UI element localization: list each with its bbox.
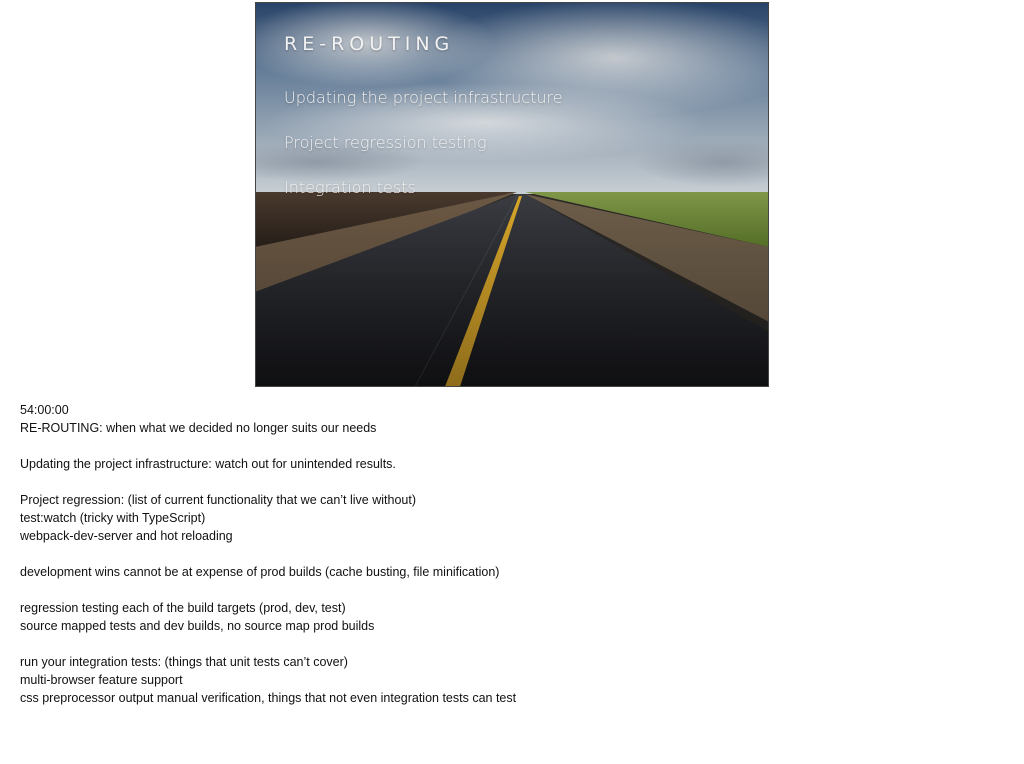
notes-blank-line (20, 473, 1000, 491)
notes-line: development wins cannot be at expense of prod builds (cache busting, file minification) (20, 565, 500, 579)
notes-line: multi-browser feature support (20, 673, 183, 687)
notes-blank-line (20, 635, 1000, 653)
slide-bullet-infrastructure: Updating the project infrastructure (284, 88, 563, 107)
slide-content (284, 31, 563, 222)
notes-line: regression testing each of the build targets (prod, dev, test) (20, 601, 346, 615)
notes-timestamp: 54:00:00 (20, 403, 69, 417)
speaker-notes (20, 401, 1000, 707)
notes-blank-line (20, 581, 1000, 599)
slide-bullet-regression: Project regression testing (284, 133, 487, 152)
notes-line: webpack-dev-server and hot reloading (20, 529, 233, 543)
notes-line: css preprocessor output manual verification, things that not even integration tests can test (20, 691, 517, 705)
notes-line: Updating the project infrastructure: watch out for unintended results. (20, 457, 396, 471)
notes-blank-line (20, 545, 1000, 563)
notes-line: test:watch (tricky with TypeScript) (20, 511, 206, 525)
notes-line: RE-ROUTING: when what we decided no longer suits our needs (20, 421, 377, 435)
notes-blank-line (20, 437, 1000, 455)
notes-line: run your integration tests: (things that unit tests can’t cover) (20, 655, 348, 669)
slide-title: RE-ROUTING (284, 33, 455, 55)
notes-line: source mapped tests and dev builds, no source map prod builds (20, 619, 375, 633)
slide-bullet-integration: Integration tests (284, 178, 416, 197)
notes-line: Project regression: (list of current functionality that we can’t live without) (20, 493, 417, 507)
slide-thumbnail (255, 2, 769, 387)
